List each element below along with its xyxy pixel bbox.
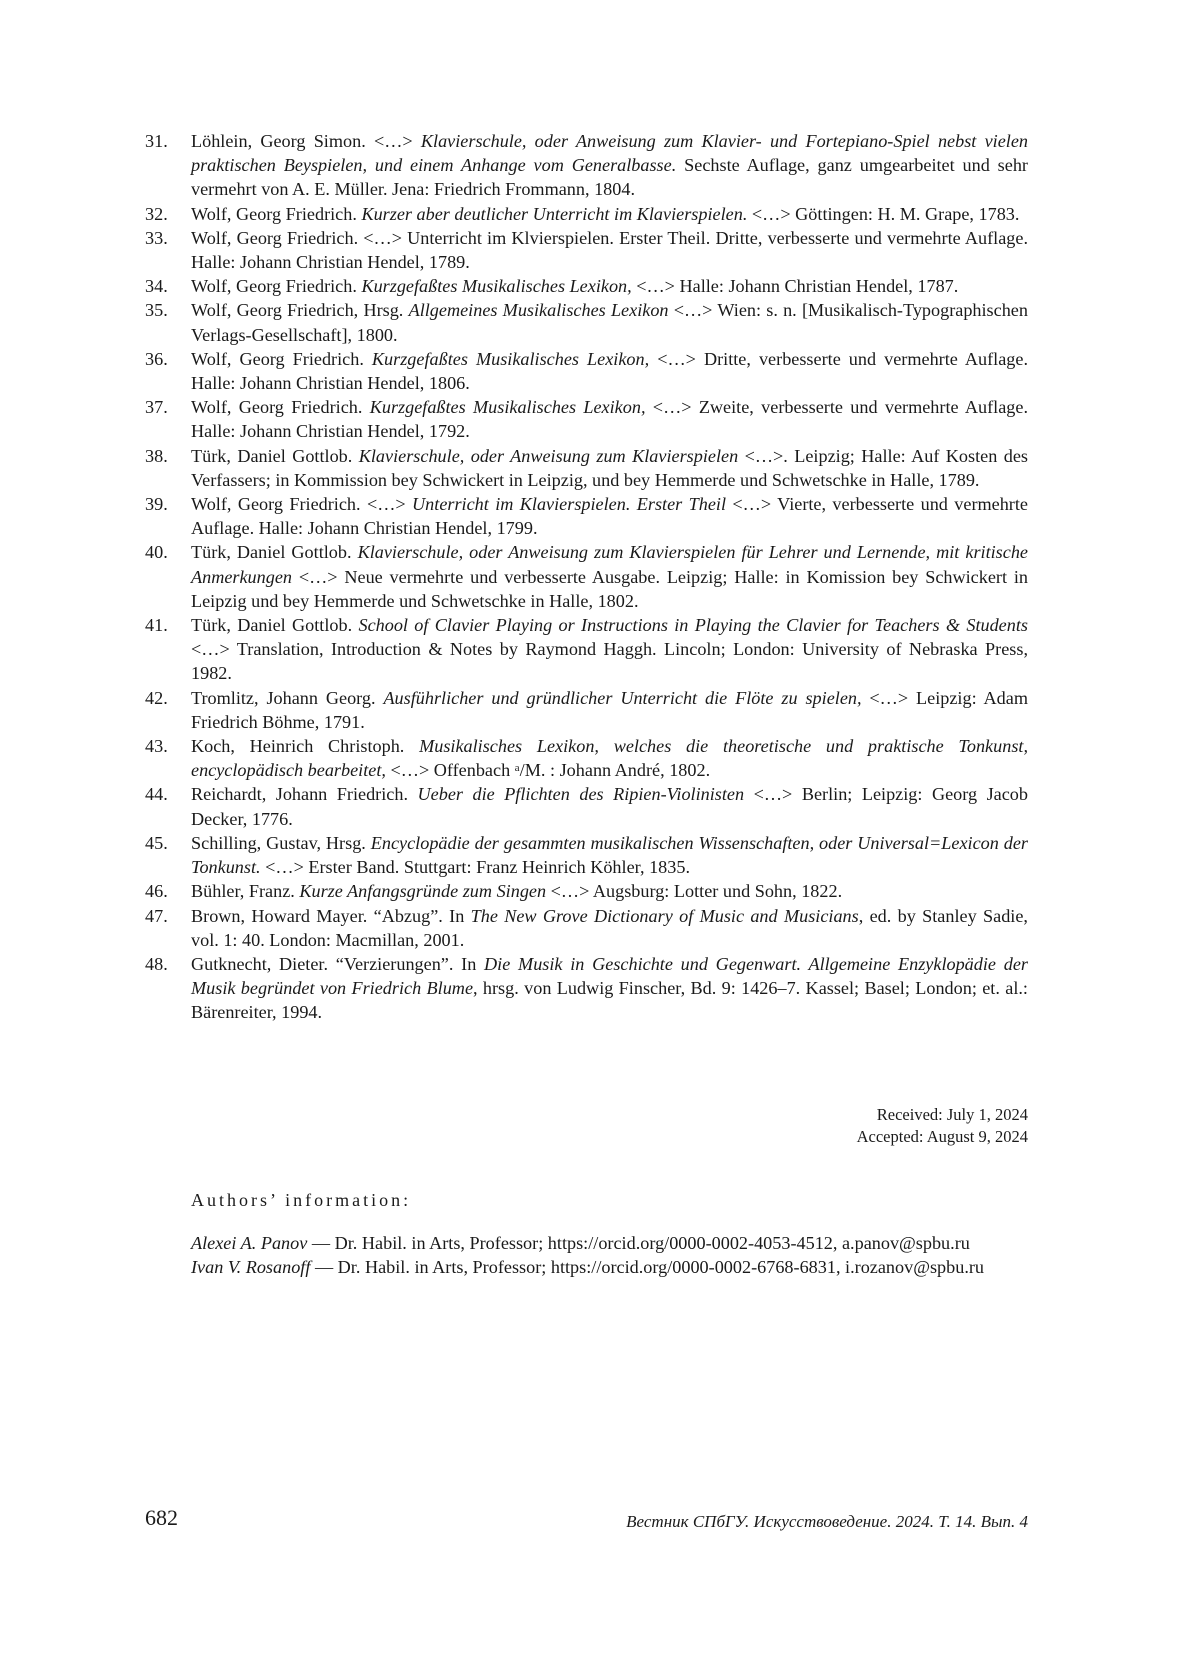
reference-item: [145, 444, 1028, 492]
reference-title: Kurze Anfangsgründe zum Singen: [299, 881, 547, 902]
reference-title: Ueber die Pflichten des Ripien-Violinisten: [417, 784, 745, 805]
reference-title: Allgemeines Musikalisches Lexikon: [408, 300, 669, 321]
reference-segment: <…> Neue vermehrte und verbesserte Ausgabe. Leipzig; Halle: in Komission bey Schwickert in Leipzig und bey Hemmerde und Schwetschke in Halle, 1802.: [191, 566, 1028, 611]
reference-text: [191, 492, 1028, 540]
reference-number: 37.: [145, 397, 168, 418]
reference-item: [145, 613, 1028, 686]
reference-title: Musikalisches Lexikon, welches die theoretische und praktische Tonkunst, encyclopädisch bearbeitet,: [191, 736, 1028, 781]
reference-title: Kurzer aber deutlicher Unterricht im Klavierspielen.: [361, 203, 748, 224]
reference-segment: Gutknecht, Dieter. “Verzierungen”. In: [191, 953, 485, 974]
reference-number: 34.: [145, 276, 168, 297]
reference-segment: Brown, Howard Mayer. “Abzug”. In: [191, 905, 471, 926]
reference-segment: <…> Translation, Introduction & Notes by Raymond Haggh. Lincoln; London: University of Nebraska Press, 1982.: [191, 639, 1028, 684]
reference-title: Unterricht im Klavierspielen. Erster Theil: [412, 494, 727, 515]
reference-text: [191, 202, 1028, 226]
reference-title: Kurzgefaßtes Musikalisches Lexikon,: [369, 397, 646, 418]
reference-segment: , ed. by Stanley Sadie, vol. 1: 40. London: Macmillan, 2001.: [191, 905, 1028, 950]
reference-segment: Koch, Heinrich Christoph.: [191, 736, 420, 757]
reference-title: Klavierschule, oder Anweisung zum Klavier- und Fortepiano-Spiel nebst vielen praktischen Beyspielen, und einem Anhange vom Generalbasse.: [191, 131, 1028, 176]
reference-segment: <…> Berlin; Leipzig: Georg Jacob Decker, 1776.: [191, 784, 1028, 829]
reference-number: 47.: [145, 905, 168, 926]
reference-text: [191, 613, 1028, 686]
reference-text: [191, 782, 1028, 830]
reference-segment: Wolf, Georg Friedrich.: [191, 348, 372, 369]
reference-number: 48.: [145, 953, 168, 974]
reference-number: 39.: [145, 494, 168, 515]
reference-segment: Reichardt, Johann Friedrich.: [191, 784, 418, 805]
reference-title: Kurzgefaßtes Musikalisches Lexikon,: [361, 276, 632, 297]
reference-title: Die Musik in Geschichte und Gegenwart. Allgemeine Enzyklopädie der Musik begründet von Friedrich Blume: [191, 953, 1028, 999]
reference-item: [145, 540, 1028, 613]
reference-segment: <…> Wien: s. n. [Musikalisch-Typographischen Verlags-Gesellschaft], 1800.: [191, 300, 1028, 345]
reference-item: [145, 831, 1028, 879]
reference-number: 43.: [145, 736, 168, 757]
reference-segment: Türk, Daniel Gottlob.: [191, 615, 359, 636]
reference-segment: Türk, Daniel Gottlob.: [191, 445, 359, 466]
reference-item: [145, 202, 1028, 226]
reference-number: 32.: [145, 203, 168, 224]
reference-segment: <…> Erster Band. Stuttgart: Franz Heinrich Köhler, 1835.: [260, 857, 690, 878]
reference-text: [191, 395, 1028, 443]
reference-segment: <…>. Leipzig; Halle: Auf Kosten des Verfassers; in Kommission bey Schwickert in Leipzig, und bey Hemmerde und Schwetschke in Halle, 1789.: [191, 445, 1028, 490]
reference-number: 31.: [145, 131, 168, 151]
reference-item: [145, 298, 1028, 346]
reference-title: Kurzgefaßtes Musikalisches Lexikon,: [371, 348, 650, 369]
reference-text: [191, 879, 1028, 903]
reference-text: [191, 831, 1028, 879]
reference-number: 44.: [145, 784, 168, 805]
reference-segment: Bühler, Franz.: [191, 881, 300, 902]
author-name: Ivan V. Rosanoff: [191, 1257, 311, 1278]
reference-number: 40.: [145, 542, 168, 563]
reference-text: [191, 952, 1028, 1025]
reference-segment: , hrsg. von Ludwig Finscher, Bd. 9: 1426–7. Kassel; Basel; London; et. al.: Bärenreiter, 1994.: [191, 978, 1028, 1023]
reference-text: [191, 540, 1028, 613]
reference-text: [191, 298, 1028, 346]
reference-item: [145, 686, 1028, 734]
reference-text: [191, 904, 1028, 952]
reference-segment: Wolf, Georg Friedrich.: [191, 203, 362, 224]
reference-segment: <…> Göttingen: H. M. Grape, 1783.: [747, 203, 1020, 224]
reference-text: [191, 129, 1028, 202]
reference-title: School of Clavier Playing or Instructions in Playing the Clavier for Teachers & Students: [358, 615, 1028, 636]
reference-segment: Wolf, Georg Friedrich. <…> Unterricht im Klvierspielen. Erster Theil. Dritte, verbesserte und vermehrte Auflage. Halle: Johann Christian Hendel, 1789.: [191, 227, 1028, 273]
reference-title: Klavierschule, oder Anweisung zum Klavierspielen: [358, 445, 739, 466]
reference-number: 46.: [145, 881, 168, 902]
reference-segment: Wolf, Georg Friedrich. <…>: [191, 494, 413, 515]
reference-segment: Wolf, Georg Friedrich.: [191, 276, 362, 297]
reference-segment: <…> Vierte, verbesserte und vermehrte Auflage. Halle: Johann Christian Hendel, 1799.: [191, 494, 1028, 539]
reference-segment: <…> Leipzig: Adam Friedrich Böhme, 1791.: [191, 687, 1028, 732]
authors-heading: Authors’ information:: [191, 1190, 412, 1210]
reference-text: [191, 686, 1028, 734]
article-dates: [600, 1104, 1028, 1147]
reference-segment: <…> Dritte, verbesserte und vermehrte Auflage. Halle: Johann Christian Hendel, 1806.: [191, 348, 1029, 394]
reference-item: [145, 226, 1028, 274]
reference-segment: <…> Halle: Johann Christian Hendel, 1787.: [631, 276, 959, 297]
author-entry: [191, 1231, 1028, 1255]
reference-text: [191, 274, 1028, 298]
page-number: 682: [145, 1505, 178, 1530]
reference-number: 41.: [145, 615, 168, 636]
reference-title: Encyclopädie der gesammten musikalischen Wissenschaften, oder Universal=Lexicon der Tonkunst.: [191, 832, 1029, 878]
reference-item: [145, 129, 1028, 202]
reference-number: 33.: [145, 227, 168, 248]
reference-title: The New Grove Dictionary of Music and Musicians: [470, 905, 859, 926]
author-details: — Dr. Habil. in Arts, Professor; https://orcid.org/0000-0002-4053-4512, a.panov@spbu.ru: [307, 1233, 970, 1253]
reference-segment: Schilling, Gustav, Hrsg.: [191, 832, 371, 853]
author-details: — Dr. Habil. in Arts, Professor; https://orcid.org/0000-0002-6768-6831, i.rozanov@spbu.ru: [310, 1257, 985, 1278]
reference-item: [145, 734, 1028, 782]
reference-segment: Sechste Auflage, ganz umgearbeitet und sehr vermehrt von A. E. Müller. Jena: Friedrich Frommann, 1804.: [191, 155, 1028, 200]
reference-segment: Wolf, Georg Friedrich, Hrsg.: [191, 300, 409, 321]
author-entry: [191, 1255, 1028, 1279]
reference-number: 45.: [145, 832, 168, 853]
reference-item: [145, 952, 1028, 1025]
reference-segment: <…> Augsburg: Lotter und Sohn, 1822.: [546, 881, 843, 902]
reference-title: Klavierschule, oder Anweisung zum Klavierspielen für Lehrer und Lernende, mit kritische Anmerkungen: [191, 542, 1028, 587]
reference-number: 38.: [145, 445, 168, 466]
reference-item: [145, 274, 1028, 298]
reference-item: [145, 904, 1028, 952]
reference-segment: <…> Zweite, verbesserte und vermehrte Auflage. Halle: Johann Christian Hendel, 1792.: [191, 397, 1029, 442]
reference-text: [191, 734, 1028, 782]
journal-footer: Вестник СПбГУ. Искусствоведение. 2024. Т. 14. Вып. 4: [626, 1512, 1028, 1531]
reference-segment: Türk, Daniel Gottlob.: [191, 542, 358, 563]
reference-item: [145, 492, 1028, 540]
received-date: Received: July 1, 2024: [876, 1105, 1028, 1124]
reference-item: [145, 879, 1028, 903]
reference-text: [191, 226, 1028, 274]
reference-number: 35.: [145, 300, 168, 321]
author-name: Alexei A. Panov: [191, 1233, 308, 1253]
accepted-date: Accepted: August 9, 2024: [856, 1126, 1028, 1146]
reference-item: [145, 782, 1028, 830]
reference-number: 36.: [145, 348, 168, 369]
references-list: [145, 129, 1028, 1025]
reference-item: [145, 347, 1028, 395]
reference-text: [191, 347, 1028, 395]
reference-segment: Tromlitz, Johann Georg.: [191, 687, 384, 708]
reference-text: [191, 444, 1028, 492]
reference-title: Ausführlicher und gründlicher Unterricht die Flöte zu spielen,: [383, 687, 862, 708]
reference-segment: Löhlein, Georg Simon. <…>: [191, 131, 421, 151]
reference-segment: <…> Offenbach ᵃ/M. : Johann André, 1802.: [385, 760, 711, 781]
reference-number: 42.: [145, 687, 168, 708]
authors-info: [191, 1231, 1028, 1279]
reference-item: [145, 395, 1028, 443]
reference-segment: Wolf, Georg Friedrich.: [191, 397, 370, 418]
